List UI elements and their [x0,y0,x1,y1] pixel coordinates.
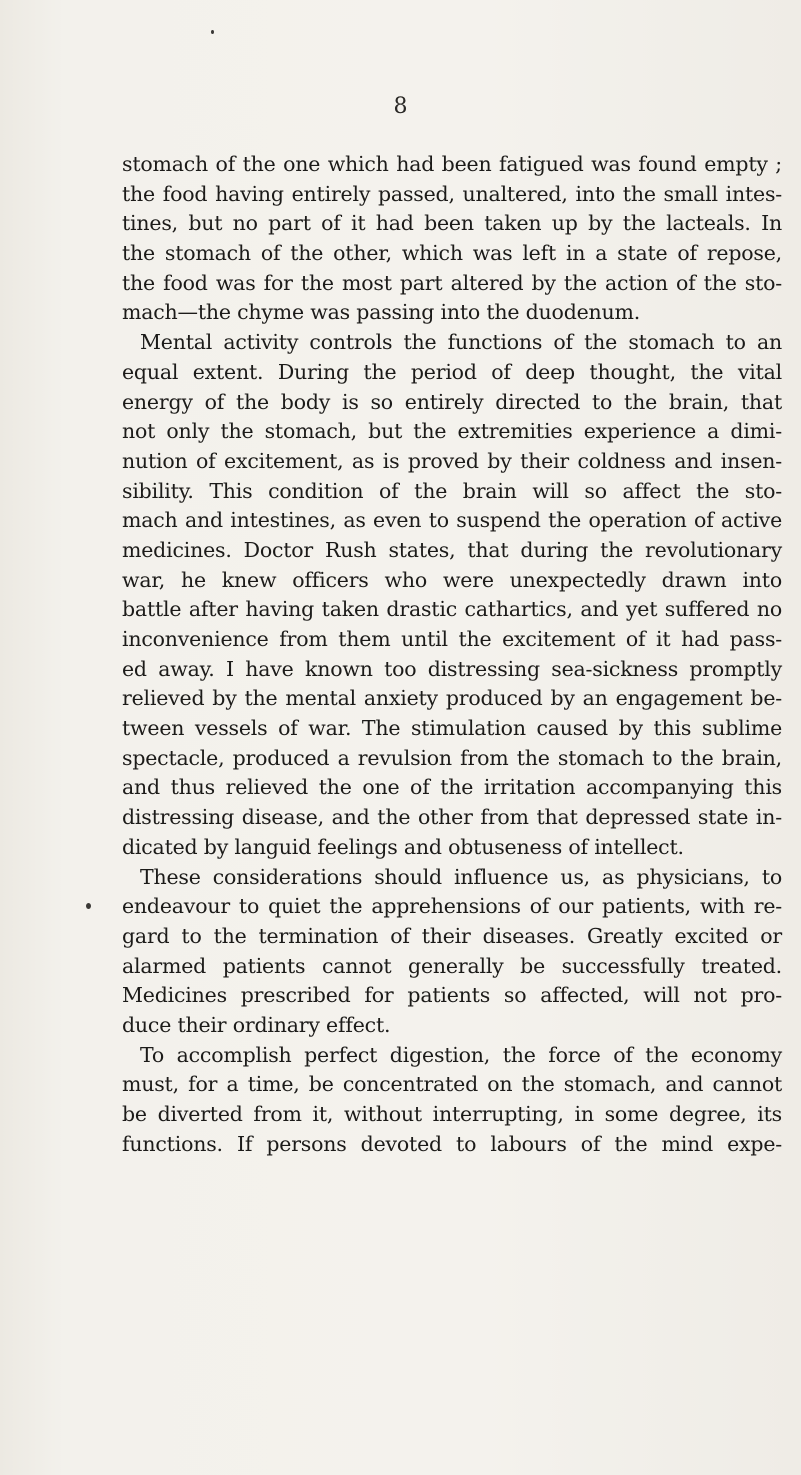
text-line: be diverted from it, without interrupting, in some degree, its [122,1102,782,1126]
paragraph-start-line: These considerations should influence us, as physicians, to [140,864,782,889]
text-line: the food was for the most part altered by the action of the sto- [122,270,782,295]
text-line: ed away. I have known too distressing sea-sickness promptly [122,656,782,681]
text-line: relieved by the mental anxiety produced by an engagement be- [122,686,782,711]
text-line: sibility. This condition of the brain will so affect the sto- [122,478,782,503]
text-line: must, for a time, be concentrated on the stomach, and cannot [122,1072,782,1097]
text-line: inconvenience from them until the excitement of it had pass- [122,627,782,651]
paragraph-start-line: Mental activity controls the functions of the stomach to an [140,330,782,355]
text-line: equal extent. During the period of deep thought, the vital [122,359,782,384]
text-line: nution of excitement, as is proved by their coldness and insen- [122,448,782,473]
text-line: war, he knew officers who were unexpectedly drawn into [122,567,782,592]
text-line: and thus relieved the one of the irritation accompanying this [122,775,782,800]
text-line: gard to the termination of their diseases. Greatly excited or [122,923,782,948]
text-line: endeavour to quiet the apprehensions of our patients, with re- [122,894,782,919]
text-line: energy of the body is so entirely directed to the brain, that [122,389,782,414]
text-line: battle after having taken drastic cathartics, and yet suffered no [122,597,782,622]
ink-speck [86,903,91,909]
text-line: medicines. Doctor Rush states, that during the revolutionary [122,537,782,562]
text-line: the food having entirely passed, unaltered, into the small intes- [122,181,782,206]
ink-speck [211,30,214,34]
paragraph-start-line: To accomplish perfect digestion, the force of the economy [140,1042,782,1067]
text-line: tines, but no part of it had been taken up by the lacteals. In [122,211,782,236]
text-line: mach—the chyme was passing into the duodenum. [122,300,641,325]
text-line: stomach of the one which had been fatigued was found empty ; [122,152,782,176]
text-line: duce their ordinary effect. [122,1012,391,1037]
body-text [122,150,782,1159]
text-line: dicated by languid feelings and obtuseness of intellect. [122,834,684,859]
text-line: alarmed patients cannot generally be successfully treated. [122,953,782,978]
text-line: tween vessels of war. The stimulation caused by this sublime [122,716,782,741]
text-line: Medicines prescribed for patients so affected, will not pro- [122,983,782,1008]
text-line: not only the stomach, but the extremities experience a dimi- [122,419,782,444]
page-number: 8 [393,94,408,119]
text-line: distressing disease, and the other from that depressed state in- [122,805,782,830]
text-line: the stomach of the other, which was left in a state of repose, [122,241,782,266]
text-line: functions. If persons devoted to labours of the mind expe- [122,1131,782,1156]
text-line: mach and intestines, as even to suspend the operation of active [122,508,782,533]
text-line: spectacle, produced a revulsion from the stomach to the brain, [122,745,782,770]
